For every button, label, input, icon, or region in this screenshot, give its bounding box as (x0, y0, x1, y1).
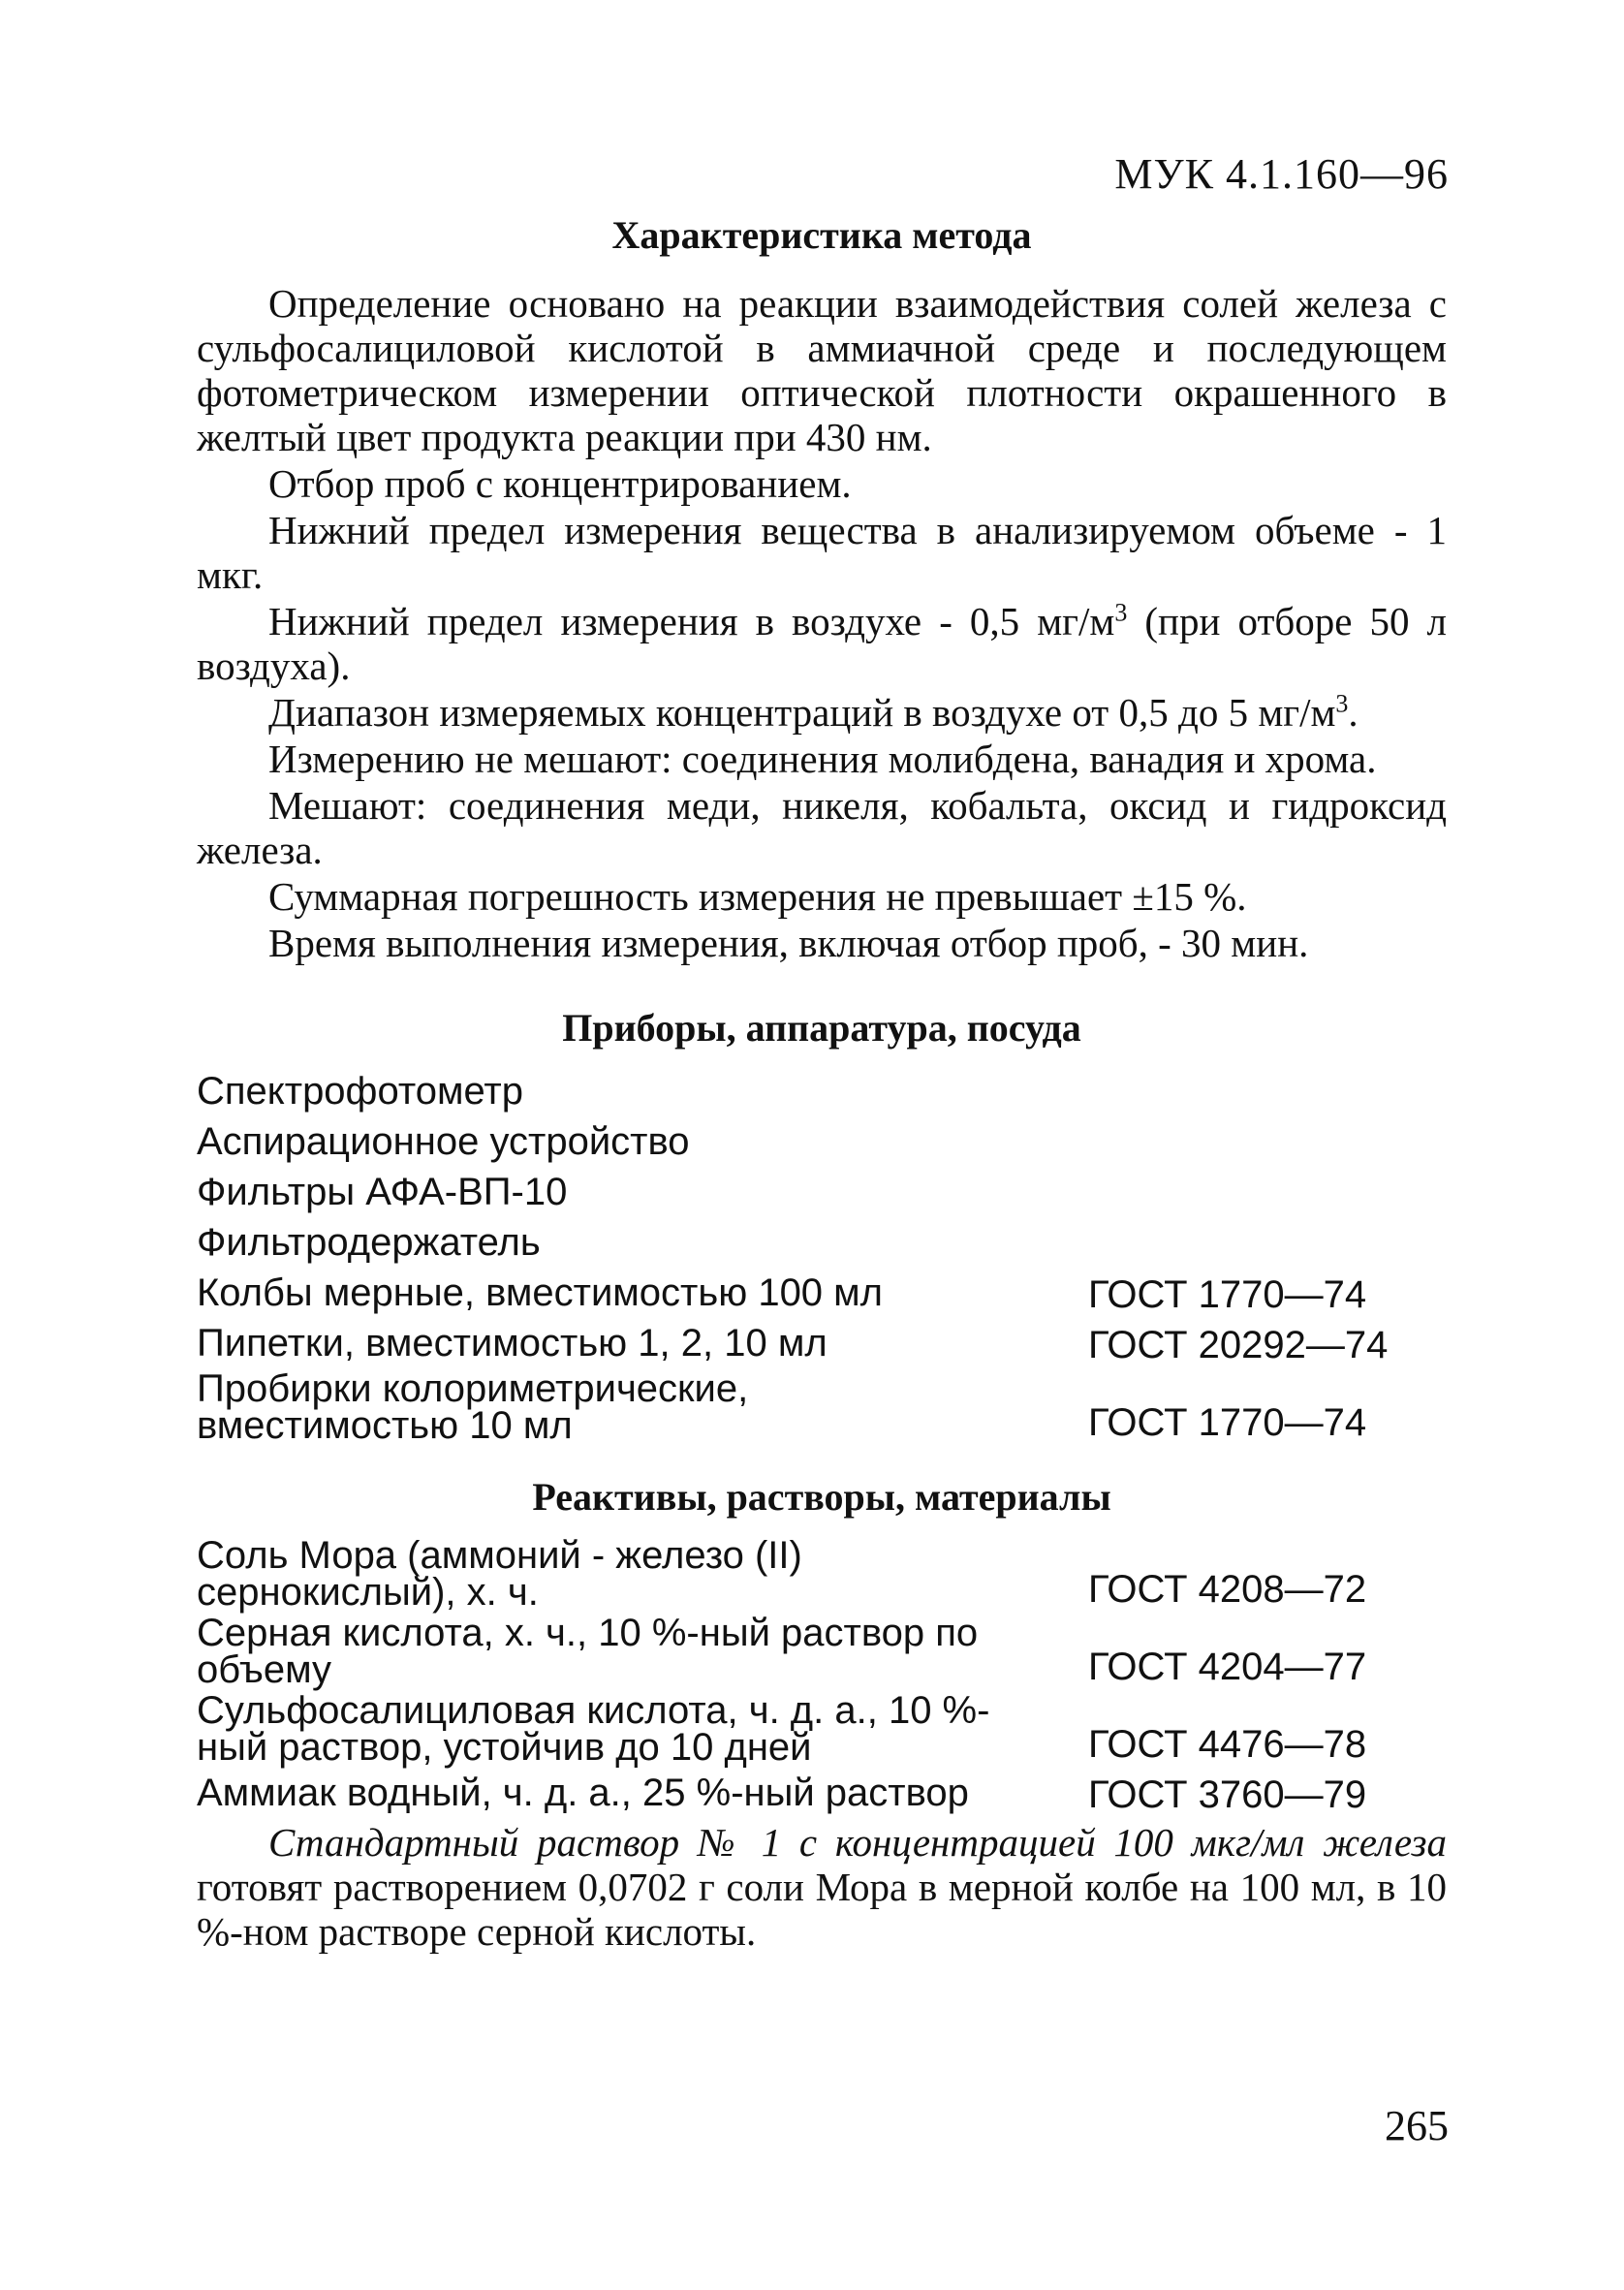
text-fragment: . (1348, 690, 1359, 735)
list-item (197, 1219, 1447, 1266)
text-fragment: готовят растворением 0,0702 г соли Мора в мерной колбе на 100 мл, в 10 %-ном растворе серной кислоты. (197, 1865, 1447, 1954)
paragraph-range (197, 690, 1447, 735)
paragraph: Время выполнения измерения, включая отбор проб, - 30 мин. (268, 921, 1309, 965)
paragraph: Отбор проб с концентрированием. (268, 461, 852, 506)
item-name: Серная кислота, х. ч., 10 %-ный раствор по объему (197, 1612, 979, 1691)
item-standard: ГОСТ 1770—74 (1088, 1401, 1367, 1444)
list-item (197, 1770, 1447, 1816)
list-item (197, 1689, 1447, 1769)
paragraph: Суммарная погрешность измерения не превышает ±15 %. (268, 874, 1247, 919)
text-fragment: (при отборе 50 л воздуха). (197, 599, 1448, 688)
paragraph-standard-solution (197, 1820, 1447, 1954)
paragraph: Определение основано на реакции взаимодействия солей железа с сульфосалициловой кислотой в аммиачной среде и последующем фотометрическом измерении оптической плотности окрашенного в желтый цвет продукта реакции при 430 нм. (197, 281, 1447, 459)
section-title-reagents: Реактивы, растворы, материалы (532, 1475, 1111, 1519)
item-standard: ГОСТ 4204—77 (1088, 1646, 1367, 1688)
list-item (197, 1068, 1447, 1114)
page-content (197, 213, 1447, 1954)
list-item (197, 1270, 1447, 1316)
item-name: Колбы мерные, вместимостью 100 мл (197, 1271, 884, 1314)
italic-term: Стандартный раствор № 1 с концентрацией 100 мкг/мл железа (268, 1820, 1447, 1865)
item-standard: ГОСТ 3760—79 (1088, 1773, 1367, 1816)
item-name: Пробирки колориметрические, вместимостью 10 мл (197, 1367, 749, 1447)
list-item (197, 1612, 1447, 1691)
item-name: Соль Мора (аммоний - железо (II) сернокислый), х. ч. (197, 1534, 802, 1614)
item-standard: ГОСТ 4208—72 (1088, 1568, 1367, 1611)
item-name: Спектрофотометр (197, 1070, 523, 1113)
paragraph: Измерению не мешают: соединения молибдена, ванадия и хрома. (268, 737, 1377, 781)
item-standard: ГОСТ 20292—74 (1088, 1324, 1389, 1366)
paragraph-lower-limit-air (197, 599, 1447, 688)
paragraph: Мешают: соединения меди, никеля, кобальта, оксид и гидроксид железа. (197, 783, 1447, 872)
superscript: 3 (1335, 689, 1349, 718)
item-name: Сульфосалициловая кислота, ч. д. а., 10 %-ный раствор, устойчив до 10 дней (197, 1689, 990, 1769)
item-standard: ГОСТ 4476—78 (1088, 1723, 1367, 1766)
item-name: Аммиак водный, ч. д. а., 25 %-ный раствор (197, 1772, 969, 1814)
list-item (197, 1534, 1447, 1614)
document-code: МУК 4.1.160—96 (1114, 150, 1449, 198)
text-fragment: Нижний предел измерения в воздухе - 0,5 мг/м (268, 599, 1115, 643)
item-name: Аспирационное устройство (197, 1120, 690, 1163)
paragraph: Нижний предел измерения вещества в анализируемом объеме - 1 мкг. (197, 508, 1447, 597)
list-item (197, 1118, 1447, 1165)
item-name: Пипетки, вместимостью 1, 2, 10 мл (197, 1322, 828, 1365)
item-standard: ГОСТ 1770—74 (1088, 1273, 1367, 1316)
list-item (197, 1169, 1447, 1215)
equipment-list (197, 1068, 1447, 1447)
text-fragment: Диапазон измеряемых концентраций в воздухе от 0,5 до 5 мг/м (268, 690, 1336, 735)
reagents-list (197, 1534, 1447, 1816)
list-item (197, 1367, 1447, 1447)
superscript: 3 (1114, 598, 1128, 627)
page-number: 265 (1385, 2102, 1449, 2149)
list-item (197, 1320, 1447, 1366)
section-title-equipment: Приборы, аппаратура, посуда (562, 1006, 1081, 1050)
section-title-method: Характеристика метода (611, 213, 1032, 257)
item-name: Фильтродержатель (197, 1221, 541, 1264)
item-name: Фильтры АФА-ВП-10 (197, 1171, 568, 1213)
